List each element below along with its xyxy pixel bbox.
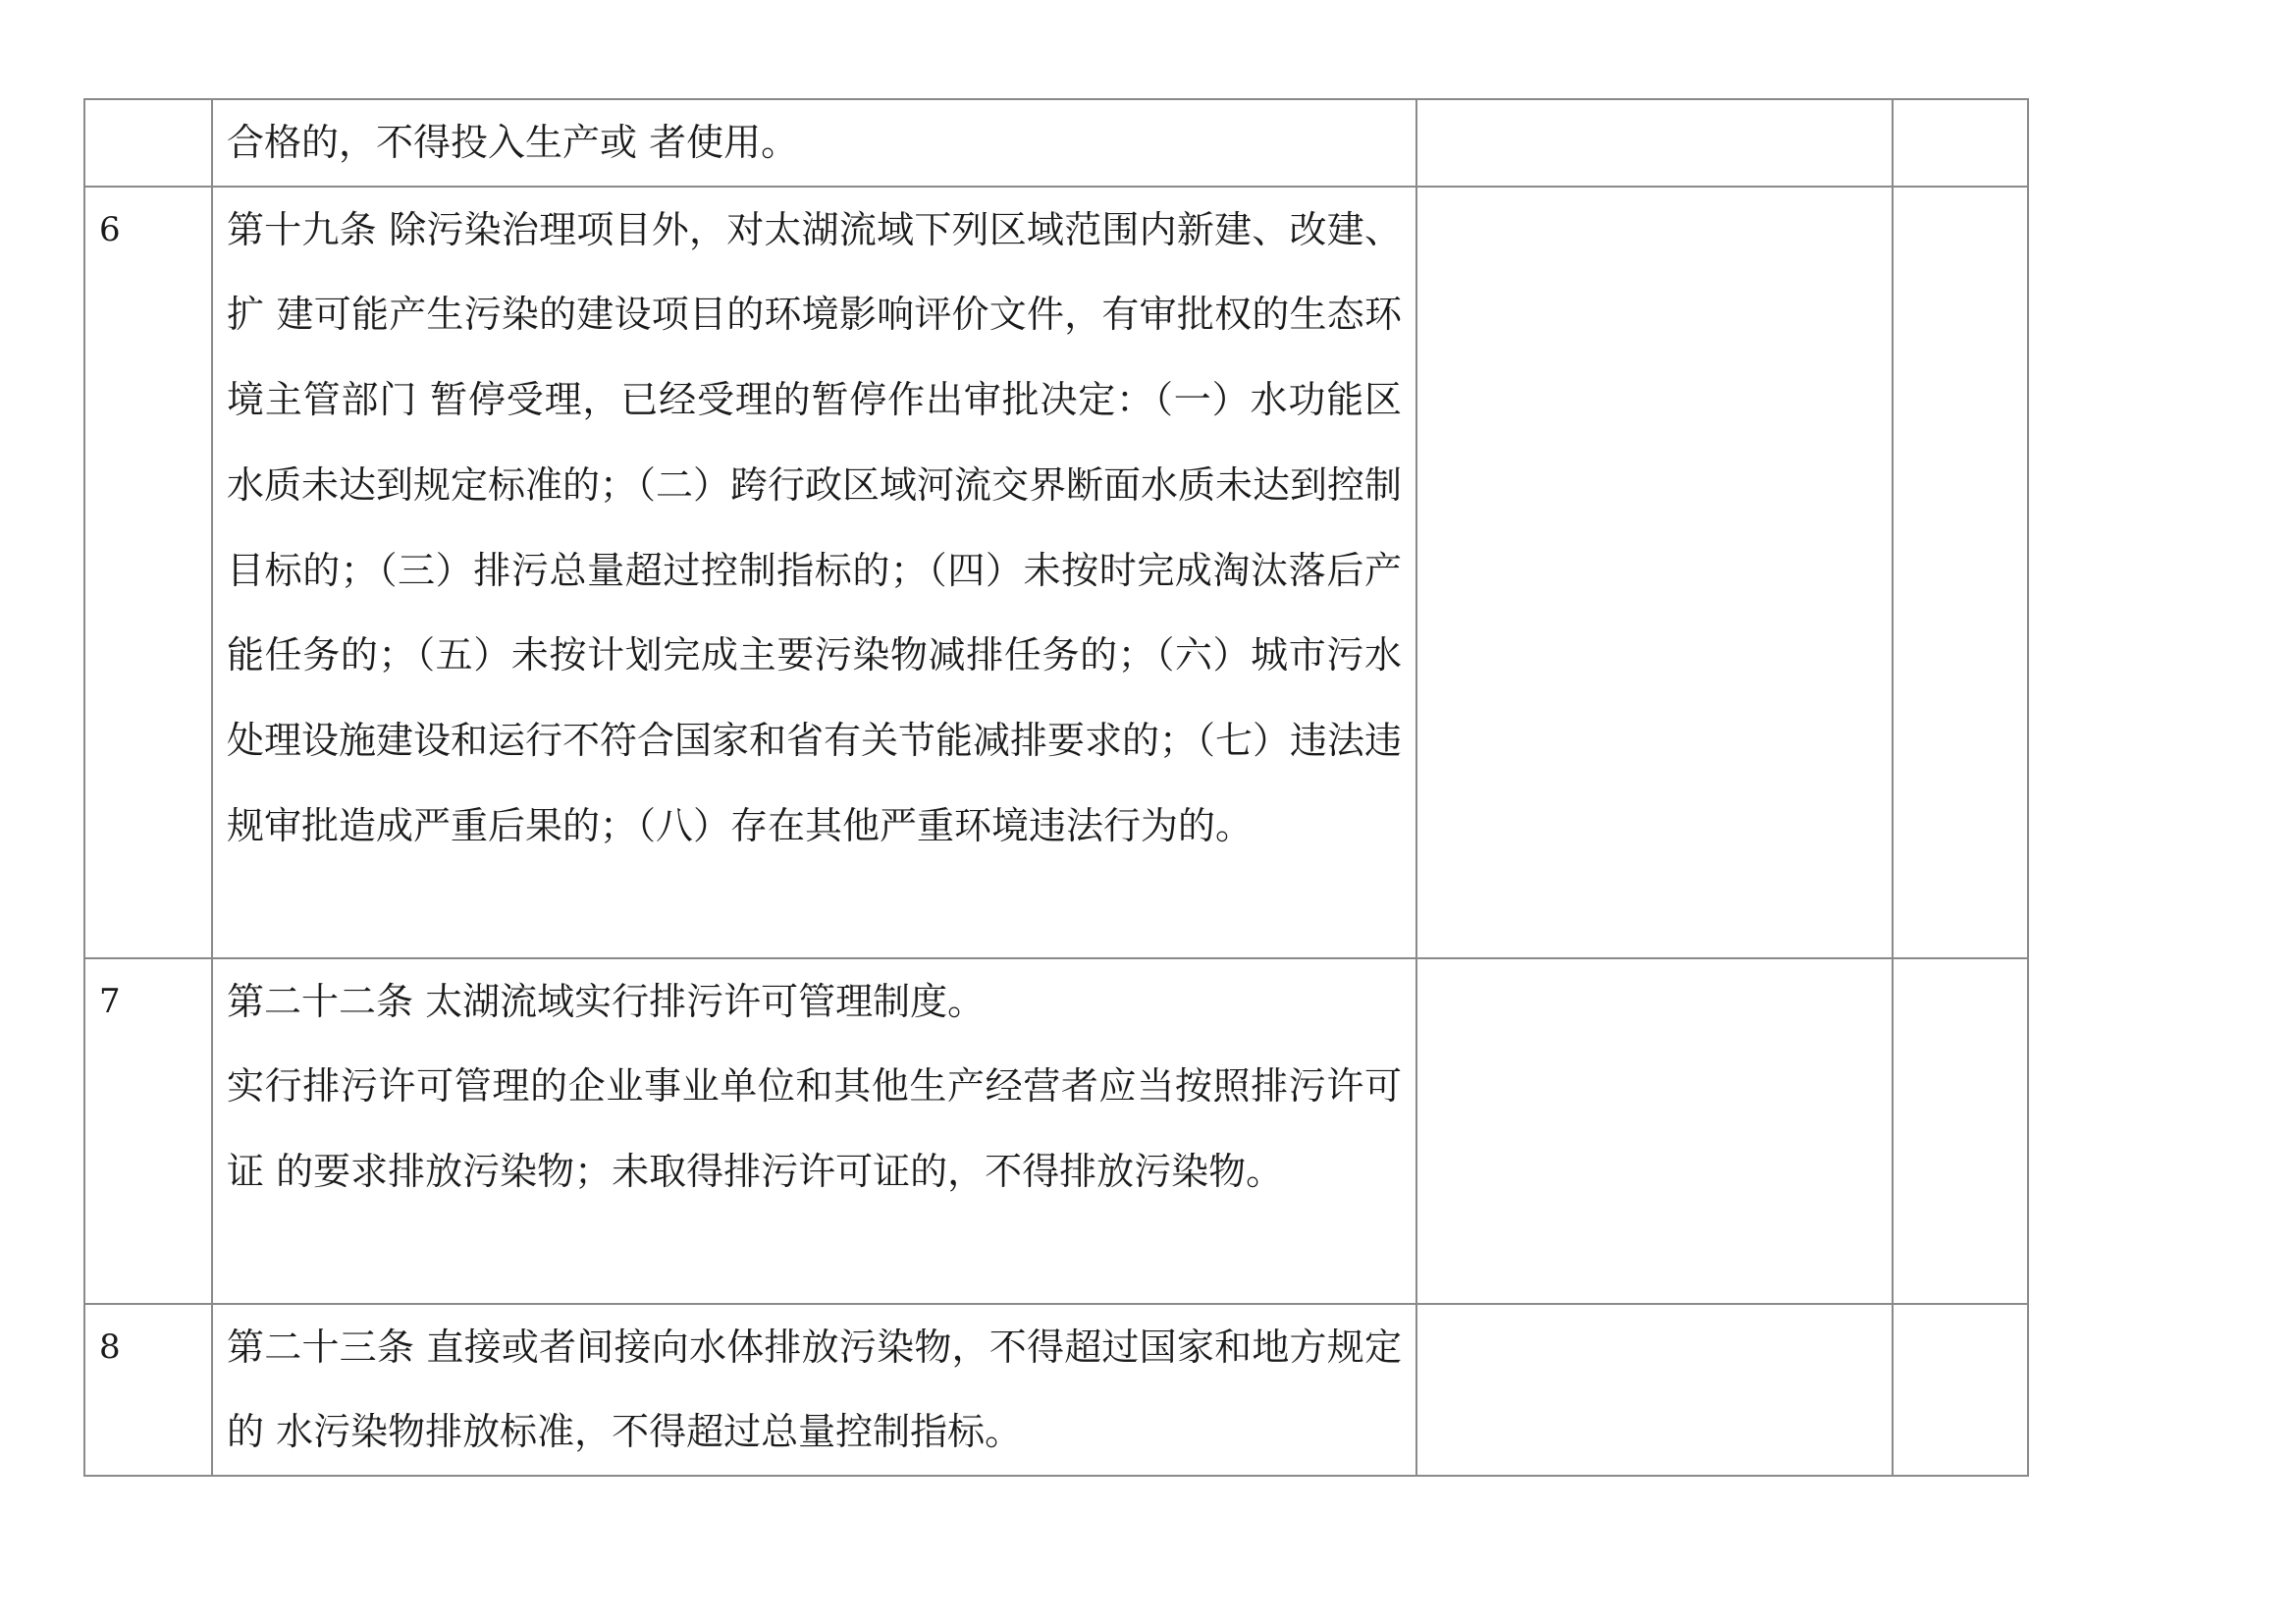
blank-cell xyxy=(1893,1304,2028,1476)
clause-paragraph: 第十九条 除污染治理项目外，对太湖流域下列区域范围内新建、改建、扩 建可能产生污染的建设项目的环境影响评价文件，有审批权的生态环境主管部门 暂停受理，已经受理的暂停作出审批决定：（一）水功能区水质未达到规定标准的；（二）跨行政区域河流交界断面水质未达到控制目标的；（三）排污总量超过控制指标的；（四）未按时完成淘汰落后产能任务的；（五）未按计划完成主要污染物减排任务的；（六）城市污水处理设施建设和运行不符合国家和省有关节能减排要求的；（七）违法违规审批造成严重后果的；（八）存在其他严重环境违法行为的。 xyxy=(227,207,1403,847)
clause-paragraph: 合格的，不得投入生产或 者使用。 xyxy=(227,121,799,164)
blank-cell xyxy=(1893,99,2028,187)
blank-cell xyxy=(1416,1304,1893,1476)
table-row xyxy=(84,187,2028,958)
row-number: 7 xyxy=(84,958,212,1304)
blank-cell xyxy=(1416,187,1893,958)
clause-paragraph: 第二十三条 直接或者间接向水体排放污染物，不得超过国家和地方规定的 水污染物排放标准，不得超过总量控制指标。 xyxy=(227,1325,1402,1454)
clause-content xyxy=(212,187,1416,958)
row-number: 8 xyxy=(84,1304,212,1476)
clause-paragraph: 第二十二条 太湖流域实行排污许可管理制度。 xyxy=(227,979,986,1023)
blank-cell xyxy=(1416,958,1893,1304)
blank-cell xyxy=(1893,958,2028,1304)
clause-content xyxy=(212,99,1416,187)
clause-content xyxy=(212,958,1416,1304)
blank-cell xyxy=(1416,99,1893,187)
row-number xyxy=(84,99,212,187)
clause-content xyxy=(212,1304,1416,1476)
table-row xyxy=(84,99,2028,187)
blank-cell xyxy=(1893,187,2028,958)
table-row xyxy=(84,958,2028,1304)
clause-paragraph: 实行排污许可管理的企业事业单位和其他生产经营者应当按照排污许可证 的要求排放污染物；未取得排污许可证的，不得排放污染物。 xyxy=(227,1064,1402,1194)
table-row xyxy=(84,1304,2028,1476)
row-number: 6 xyxy=(84,187,212,958)
regulation-table xyxy=(83,98,2029,1477)
